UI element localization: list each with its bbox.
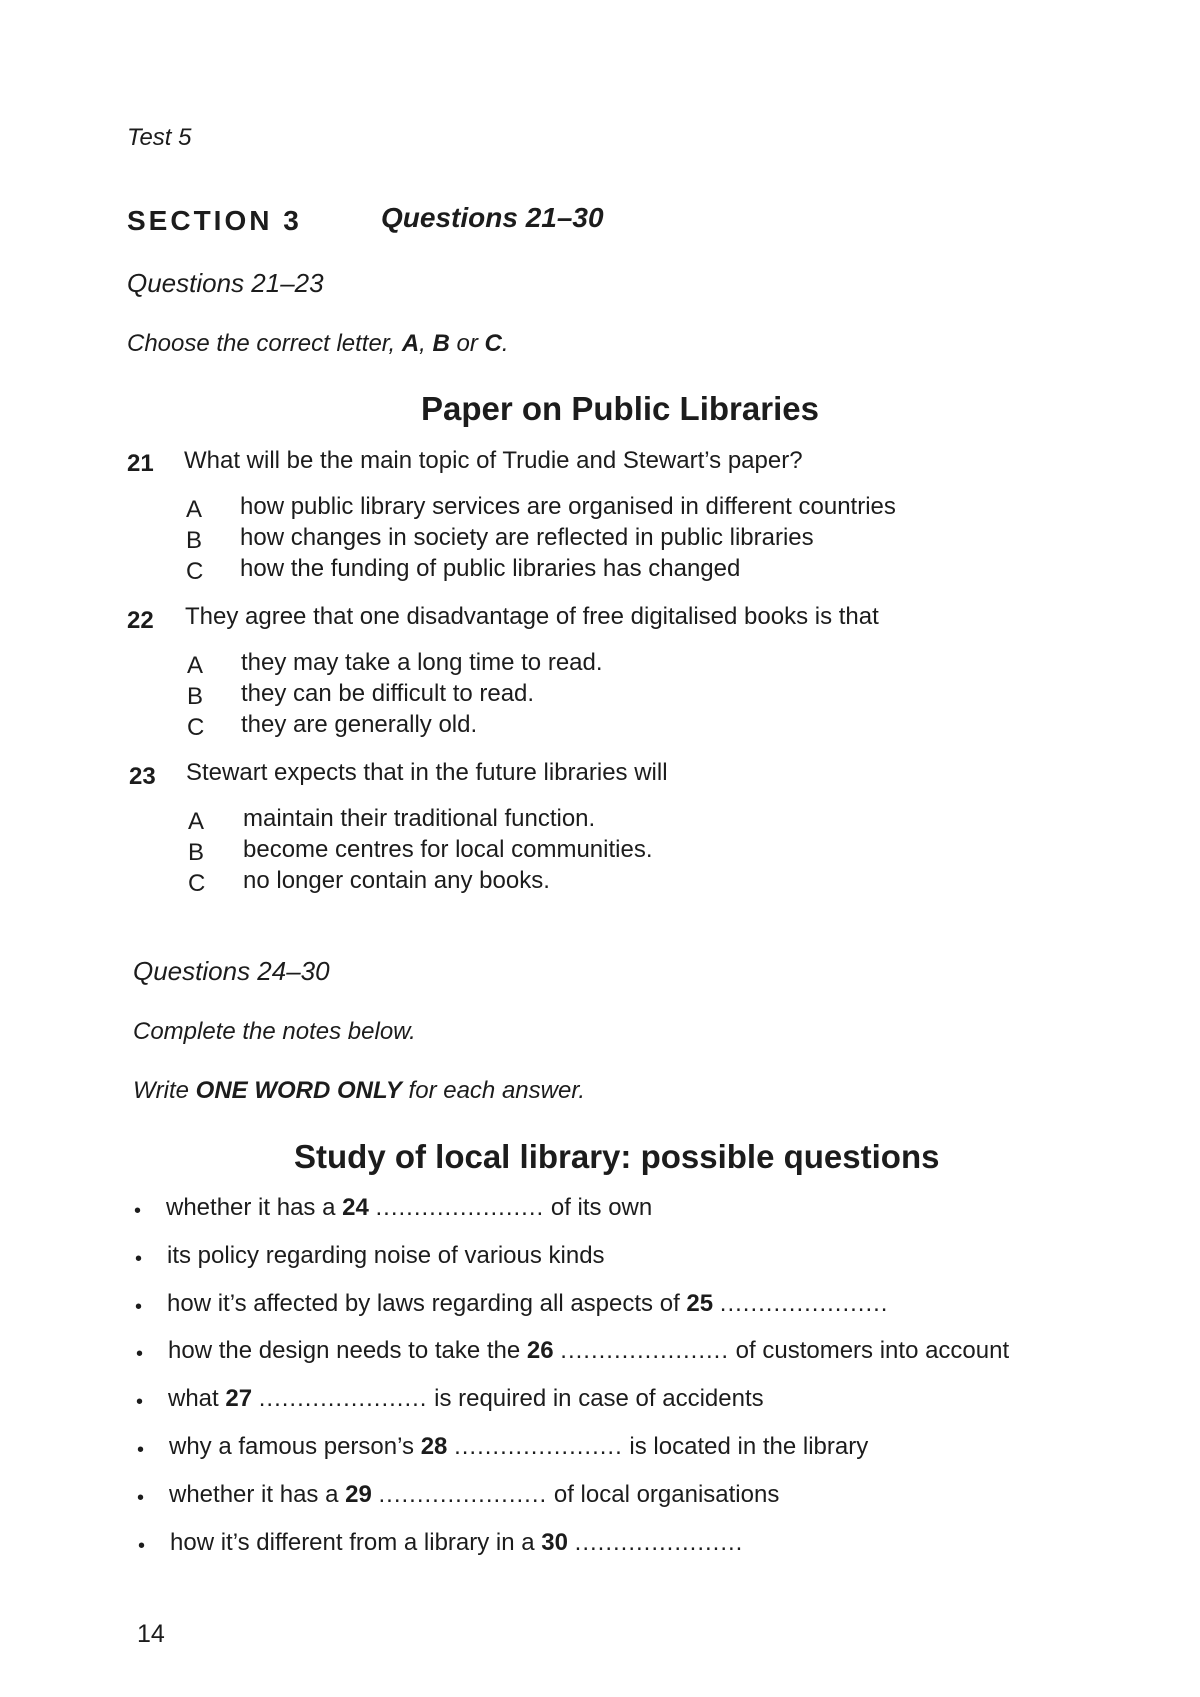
instruction-letter-c: C <box>484 330 502 357</box>
note-noise-text: its policy regarding noise of various kinds <box>167 1242 605 1269</box>
question-23-option-c-letter: C <box>188 870 206 897</box>
note-item-27 <box>168 1385 764 1413</box>
question-22-number: 22 <box>127 607 154 634</box>
test-label: Test 5 <box>127 124 192 151</box>
note-29-before: whether it has a <box>169 1481 346 1508</box>
note-28-number: 28 <box>420 1433 448 1460</box>
bullet-icon: • <box>135 1296 143 1318</box>
word-limit-prefix: Write <box>133 1077 196 1104</box>
question-23-text: Stewart expects that in the future libraries will <box>186 759 668 786</box>
question-21-option-a-text: how public library services are organised in different countries <box>240 493 896 520</box>
bullet-icon: • <box>136 1343 144 1365</box>
questions-24-30-heading: Questions 24–30 <box>133 956 330 986</box>
questions-21-23-heading: Questions 21–23 <box>127 268 324 298</box>
section-range: Questions 21–30 <box>381 202 604 233</box>
note-29-number: 29 <box>345 1481 372 1508</box>
note-28-blank: ...................... <box>454 1433 623 1460</box>
note-item-noise <box>167 1242 605 1270</box>
instruction-word-limit <box>133 1077 585 1105</box>
question-21-option-a-letter: A <box>186 496 203 523</box>
bullet-icon: • <box>136 1391 144 1413</box>
question-22-option-a-letter: A <box>187 652 204 679</box>
question-23-option-c-text: no longer contain any books. <box>243 867 550 894</box>
question-22-option-c-text: they are generally old. <box>241 711 478 738</box>
note-26-number: 26 <box>526 1337 554 1364</box>
question-22-option-c-letter: C <box>187 714 205 741</box>
note-item-28 <box>169 1433 868 1461</box>
note-27-number: 27 <box>225 1385 253 1412</box>
question-21-option-c-letter: C <box>186 558 204 585</box>
question-23-option-b-text: become centres for local communities. <box>243 836 653 863</box>
note-29-blank: ...................... <box>378 1481 548 1508</box>
bullet-icon: • <box>134 1200 142 1222</box>
question-21-number: 21 <box>127 450 154 477</box>
instruction-choose-letter <box>127 330 509 358</box>
note-item-29 <box>169 1481 779 1509</box>
note-24-before: whether it has a <box>166 1194 343 1221</box>
instruction-sep2: or <box>449 330 485 357</box>
question-23-number: 23 <box>129 763 156 790</box>
instruction-sep1: , <box>419 330 433 357</box>
note-26-after: of customers into account <box>729 1337 1010 1364</box>
instruction-prefix: Choose the correct letter, <box>127 330 402 357</box>
instruction-end: . <box>501 330 509 357</box>
note-item-26 <box>168 1337 1009 1365</box>
note-26-before: how the design needs to take the <box>168 1337 527 1364</box>
word-limit-suffix: for each answer. <box>401 1077 586 1104</box>
question-21-text: What will be the main topic of Trudie and Stewart’s paper? <box>184 447 803 474</box>
note-item-24 <box>166 1194 652 1222</box>
note-item-25 <box>167 1290 888 1318</box>
question-22-option-b-letter: B <box>187 683 204 710</box>
note-24-after: of its own <box>544 1194 653 1221</box>
note-28-after: is located in the library <box>622 1433 869 1460</box>
question-22-text: They agree that one disadvantage of free digitalised books is that <box>185 603 879 630</box>
question-23-option-a-letter: A <box>188 808 205 835</box>
note-25-number: 25 <box>686 1290 714 1317</box>
question-22-option-b-text: they can be difficult to read. <box>241 680 535 707</box>
question-22-option-a-text: they may take a long time to read. <box>241 649 603 676</box>
bullet-icon: • <box>137 1487 145 1509</box>
bullet-icon: • <box>135 1248 143 1270</box>
instruction-complete-notes: Complete the notes below. <box>133 1018 416 1045</box>
bullet-icon: • <box>137 1439 145 1461</box>
note-24-number: 24 <box>342 1194 369 1221</box>
instruction-letter-a: A <box>401 330 420 357</box>
note-28-before: why a famous person’s <box>169 1433 421 1460</box>
word-limit-bold: ONE WORD ONLY <box>195 1077 402 1104</box>
question-21-option-c-text: how the funding of public libraries has changed <box>240 555 741 582</box>
note-25-before: how it’s affected by laws regarding all aspects of <box>167 1290 687 1317</box>
question-21-option-b-letter: B <box>186 527 203 554</box>
note-26-blank: ...................... <box>560 1337 729 1364</box>
note-29-after: of local organisations <box>547 1481 780 1508</box>
question-23-option-a-text: maintain their traditional function. <box>243 805 596 832</box>
note-30-number: 30 <box>541 1529 568 1556</box>
paper-title: Paper on Public Libraries <box>421 390 819 427</box>
note-27-blank: ...................... <box>258 1385 428 1412</box>
note-30-before: how it’s different from a library in a <box>170 1529 542 1556</box>
bullet-icon: • <box>138 1535 146 1557</box>
notes-title: Study of local library: possible questions <box>294 1138 940 1175</box>
question-21-option-b-text: how changes in society are reflected in public libraries <box>240 524 814 551</box>
note-27-after: is required in case of accidents <box>427 1385 764 1412</box>
note-item-30 <box>170 1529 743 1557</box>
section-number: SECTION 3 <box>127 205 302 236</box>
note-27-before: what <box>168 1385 226 1412</box>
question-23-option-b-letter: B <box>188 839 205 866</box>
instruction-letter-b: B <box>432 330 450 357</box>
note-30-blank: ...................... <box>574 1529 744 1556</box>
note-24-blank: ...................... <box>375 1194 545 1221</box>
note-25-blank: ...................... <box>719 1290 889 1317</box>
page-number: 14 <box>137 1620 165 1648</box>
